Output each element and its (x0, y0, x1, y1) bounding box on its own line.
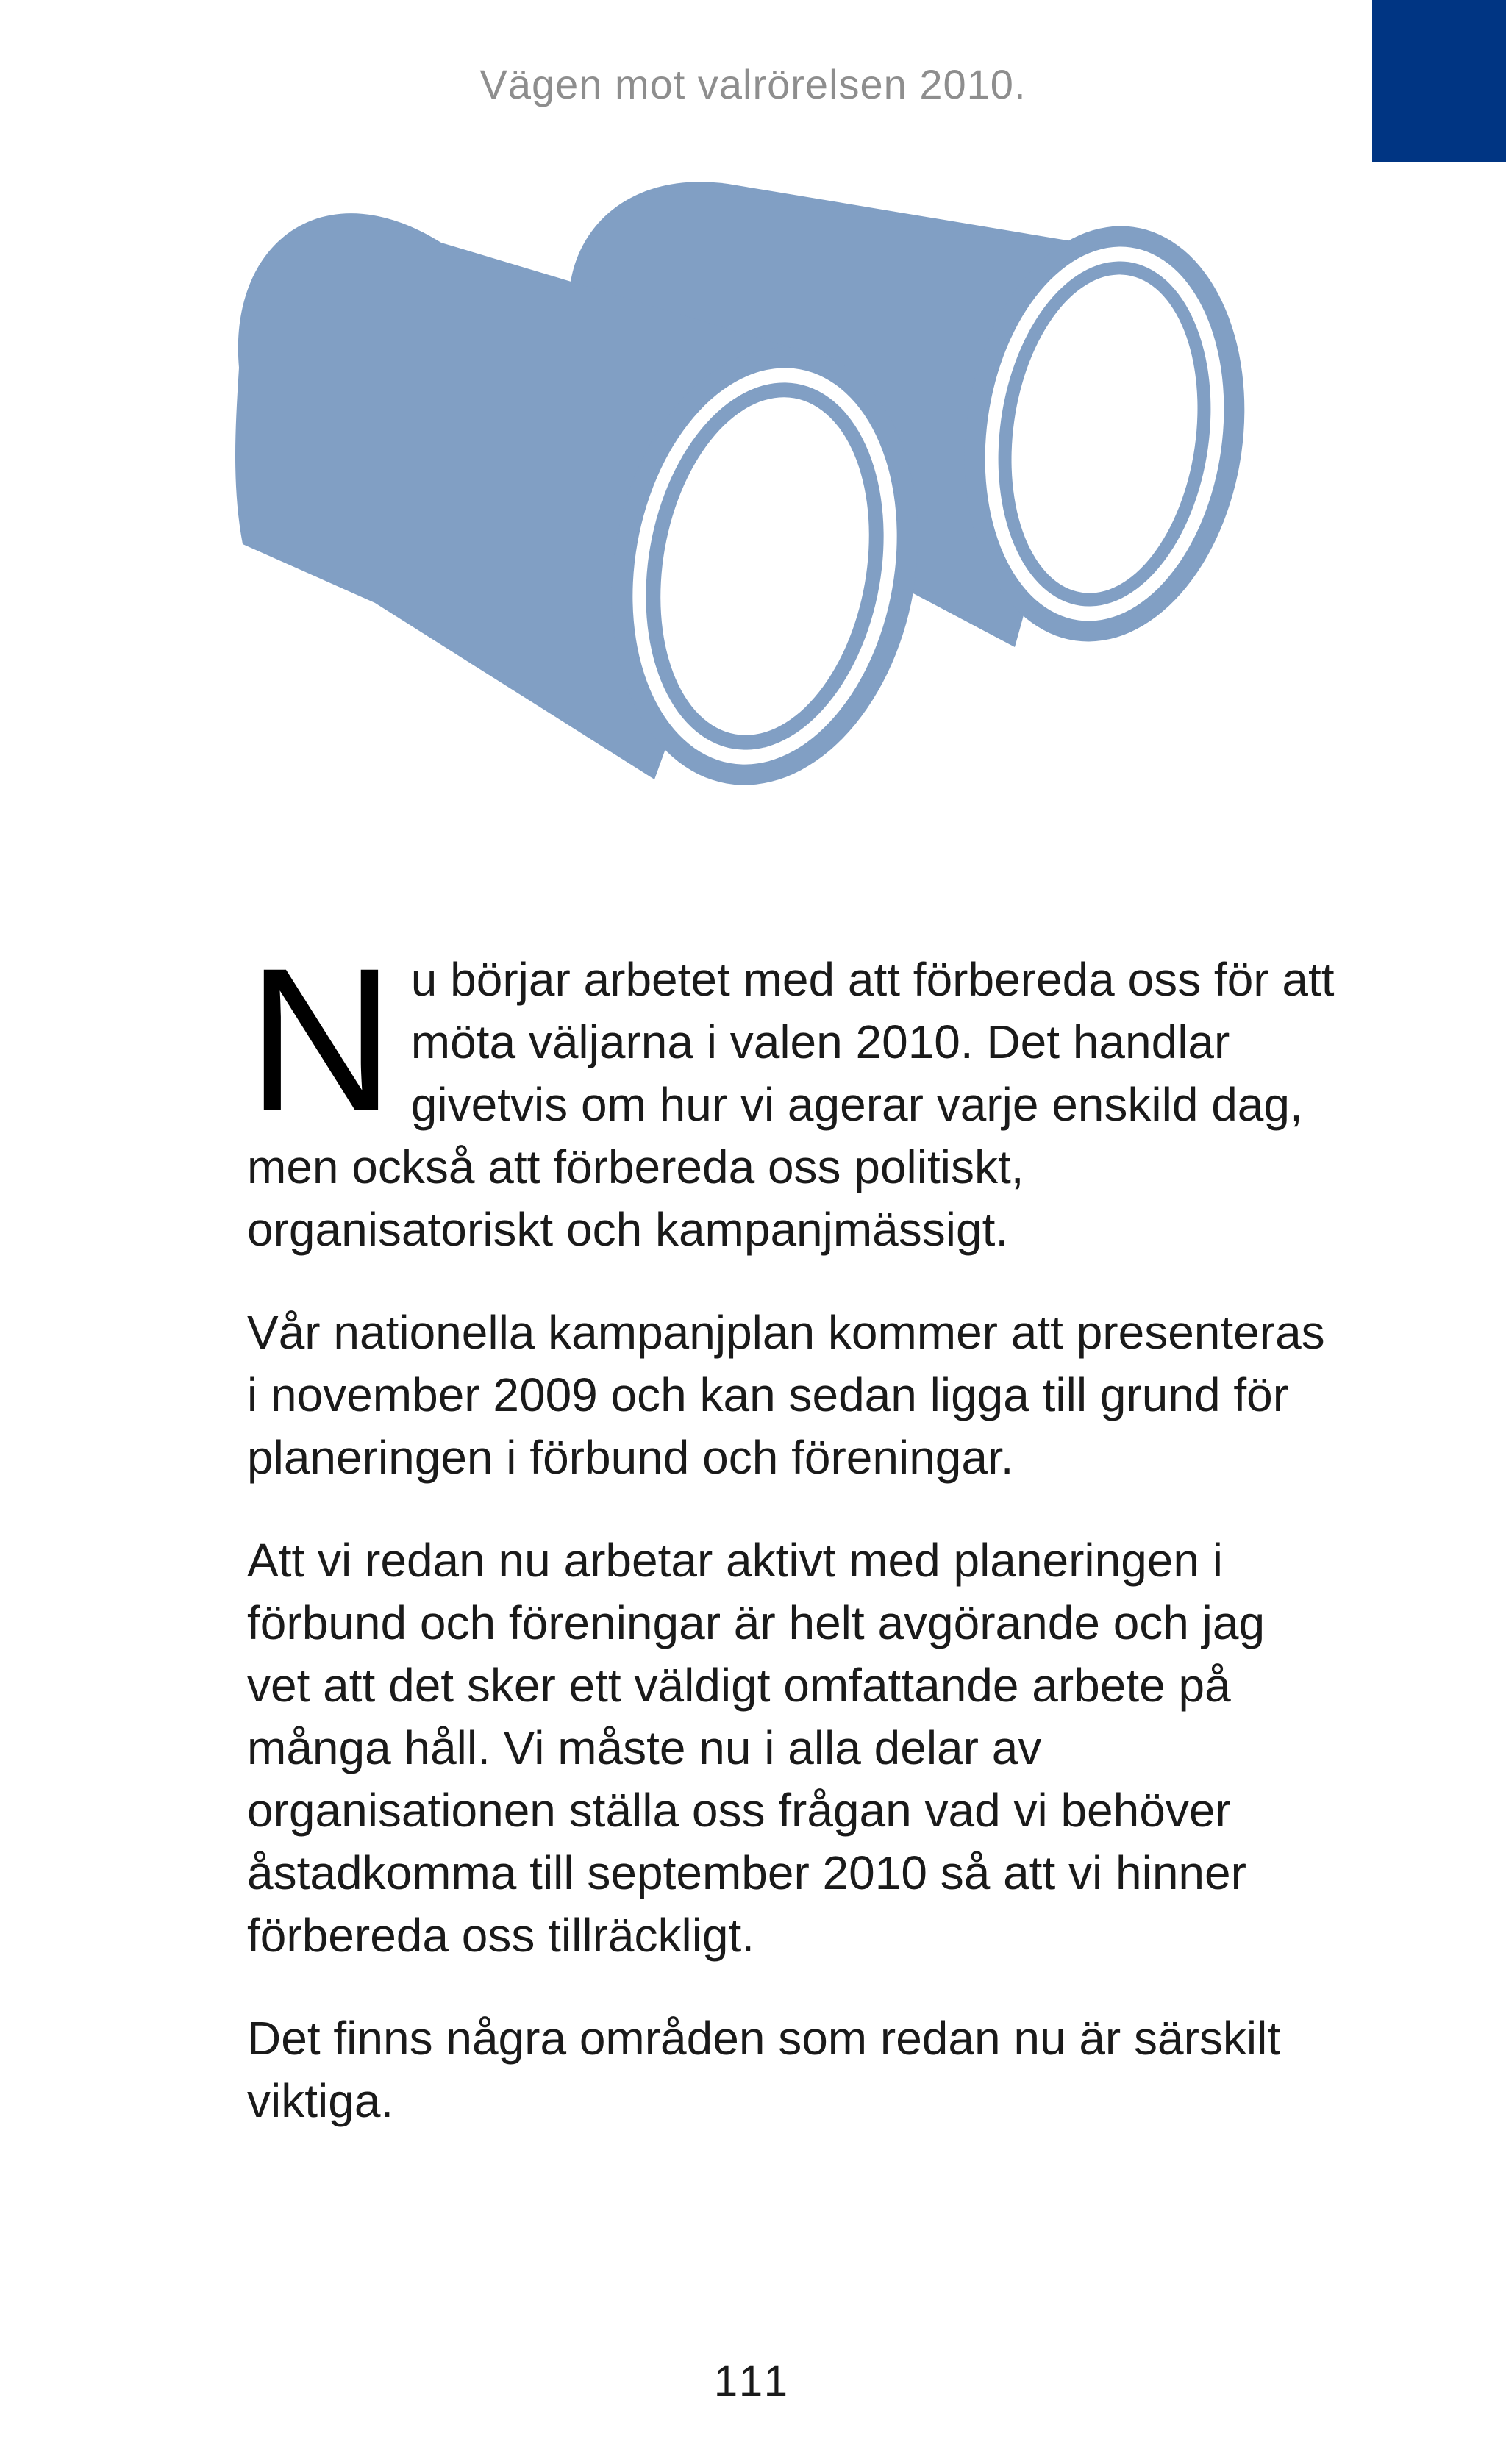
page-number: 111 (713, 2357, 793, 2405)
running-header: Vägen mot valrörelsen 2010. (479, 61, 1027, 107)
paragraph-1-text: u börjar arbetet med att förbereda oss för att möta väljarna i valen 2010. Det handlar givetvis om hur vi agerar varje enskild dag, men också att förbereda oss politiskt, organisatoriskt och kampanjmässigt. (247, 953, 1335, 1256)
paragraph-2: Vår nationella kampanjplan kommer att presenteras i november 2009 och kan sedan ligga till grund för planeringen i förbund och föreningar. (247, 1306, 1325, 1484)
article-body (247, 925, 1335, 2173)
drop-cap: N (247, 925, 395, 1154)
paragraph-intro (247, 925, 1335, 1261)
binoculars-icon (213, 132, 1331, 816)
paragraph-4: Det finns några områden som redan nu är särskilt viktiga. (247, 2012, 1281, 2127)
paragraph-3: Att vi redan nu arbetar aktivt med planeringen i förbund och föreningar är helt avgörande och jag vet att det sker ett väldigt omfattande arbete på många håll. Vi måste nu i alla delar av organisationen ställa oss frågan vad vi behöver åstadkomma till september 2010 så att vi hinner förbereda oss tillräckligt. (247, 1534, 1266, 1962)
